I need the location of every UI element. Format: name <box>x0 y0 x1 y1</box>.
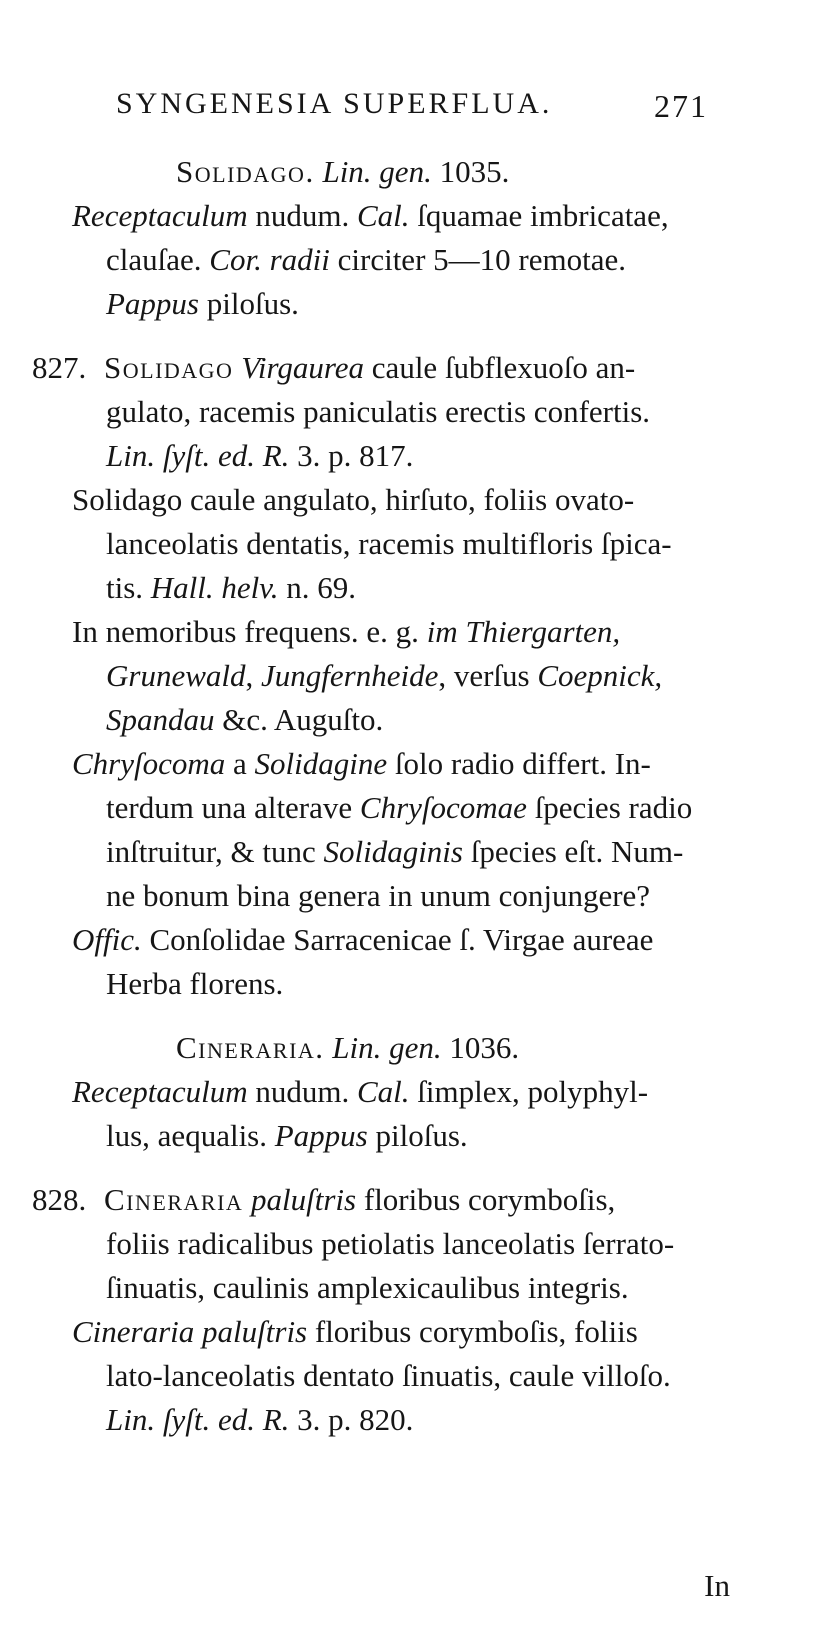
text-line: lanceolatis dentatis, racemis multifloris ſpica- <box>106 526 672 561</box>
genus-line: lus, aequalis. Pappus piloſus. <box>106 1118 468 1153</box>
text-line: Lin. ſyſt. ed. R. 3. p. 820. <box>106 1402 414 1437</box>
genus-line: clauſae. Cor. radii circiter 5—10 remotae. <box>106 242 626 277</box>
text-line: tis. Hall. helv. n. 69. <box>106 570 356 605</box>
text-line: Cineraria paluſtris floribus corymboſis, foliis <box>72 1314 638 1349</box>
genus-line: Pappus piloſus. <box>106 286 299 321</box>
species-entry-828: 828. Cineraria paluſtris floribus corymboſis, <box>32 1182 616 1217</box>
catchword: In <box>704 1568 730 1603</box>
text-line: In nemoribus frequens. e. g. im Thiergarten, <box>72 614 621 649</box>
text-line: ne bonum bina genera in unum conjungere? <box>106 878 651 913</box>
text-line: Grunewald, Jungfernheide, verſus Coepnick, <box>106 658 663 693</box>
text-line: Offic. Conſolidae Sarracenicae ſ. Virgae aureae <box>72 922 654 957</box>
genus-heading-cineraria: Cineraria. Lin. gen. 1036. <box>176 1030 520 1065</box>
genus-heading-solidago: Solidago. Lin. gen. 1035. <box>176 154 510 189</box>
text-line: Chryſocoma a Solidagine ſolo radio differt. In- <box>72 746 651 781</box>
text-line: ſinuatis, caulinis amplexicaulibus integris. <box>106 1270 629 1305</box>
genus-line: Receptaculum nudum. Cal. ſquamae imbricatae, <box>72 198 669 233</box>
text-line: Solidago caule angulato, hirſuto, foliis ovato- <box>72 482 635 517</box>
text-line: foliis radicalibus petiolatis lanceolatis ſerrato- <box>106 1226 675 1261</box>
text-line: Lin. ſyſt. ed. R. 3. p. 817. <box>106 438 414 473</box>
text-line: inſtruitur, & tunc Solidaginis ſpecies eſt. Num- <box>106 834 684 869</box>
running-title-text: SYNGENESIA SUPERFLUA. <box>116 87 553 120</box>
page-number: 271 <box>654 88 708 124</box>
species-entry-827: 827. Solidago Virgaurea caule ſubflexuoſo an- <box>32 350 636 385</box>
text-line: lato-lanceolatis dentato ſinuatis, caule villoſo. <box>106 1358 671 1393</box>
genus-line: Receptaculum nudum. Cal. ſimplex, polyphyl- <box>72 1074 649 1109</box>
text-line: terdum una alterave Chryſocomae ſpecies radio <box>106 790 693 825</box>
text-line: Spandau &c. Auguſto. <box>106 702 384 737</box>
text-line: gulato, racemis paniculatis erectis confertis. <box>106 394 651 429</box>
species-number: 827. <box>32 350 87 385</box>
running-title <box>116 84 552 124</box>
species-number: 828. <box>32 1182 87 1217</box>
text-line: Herba florens. <box>106 966 284 1001</box>
